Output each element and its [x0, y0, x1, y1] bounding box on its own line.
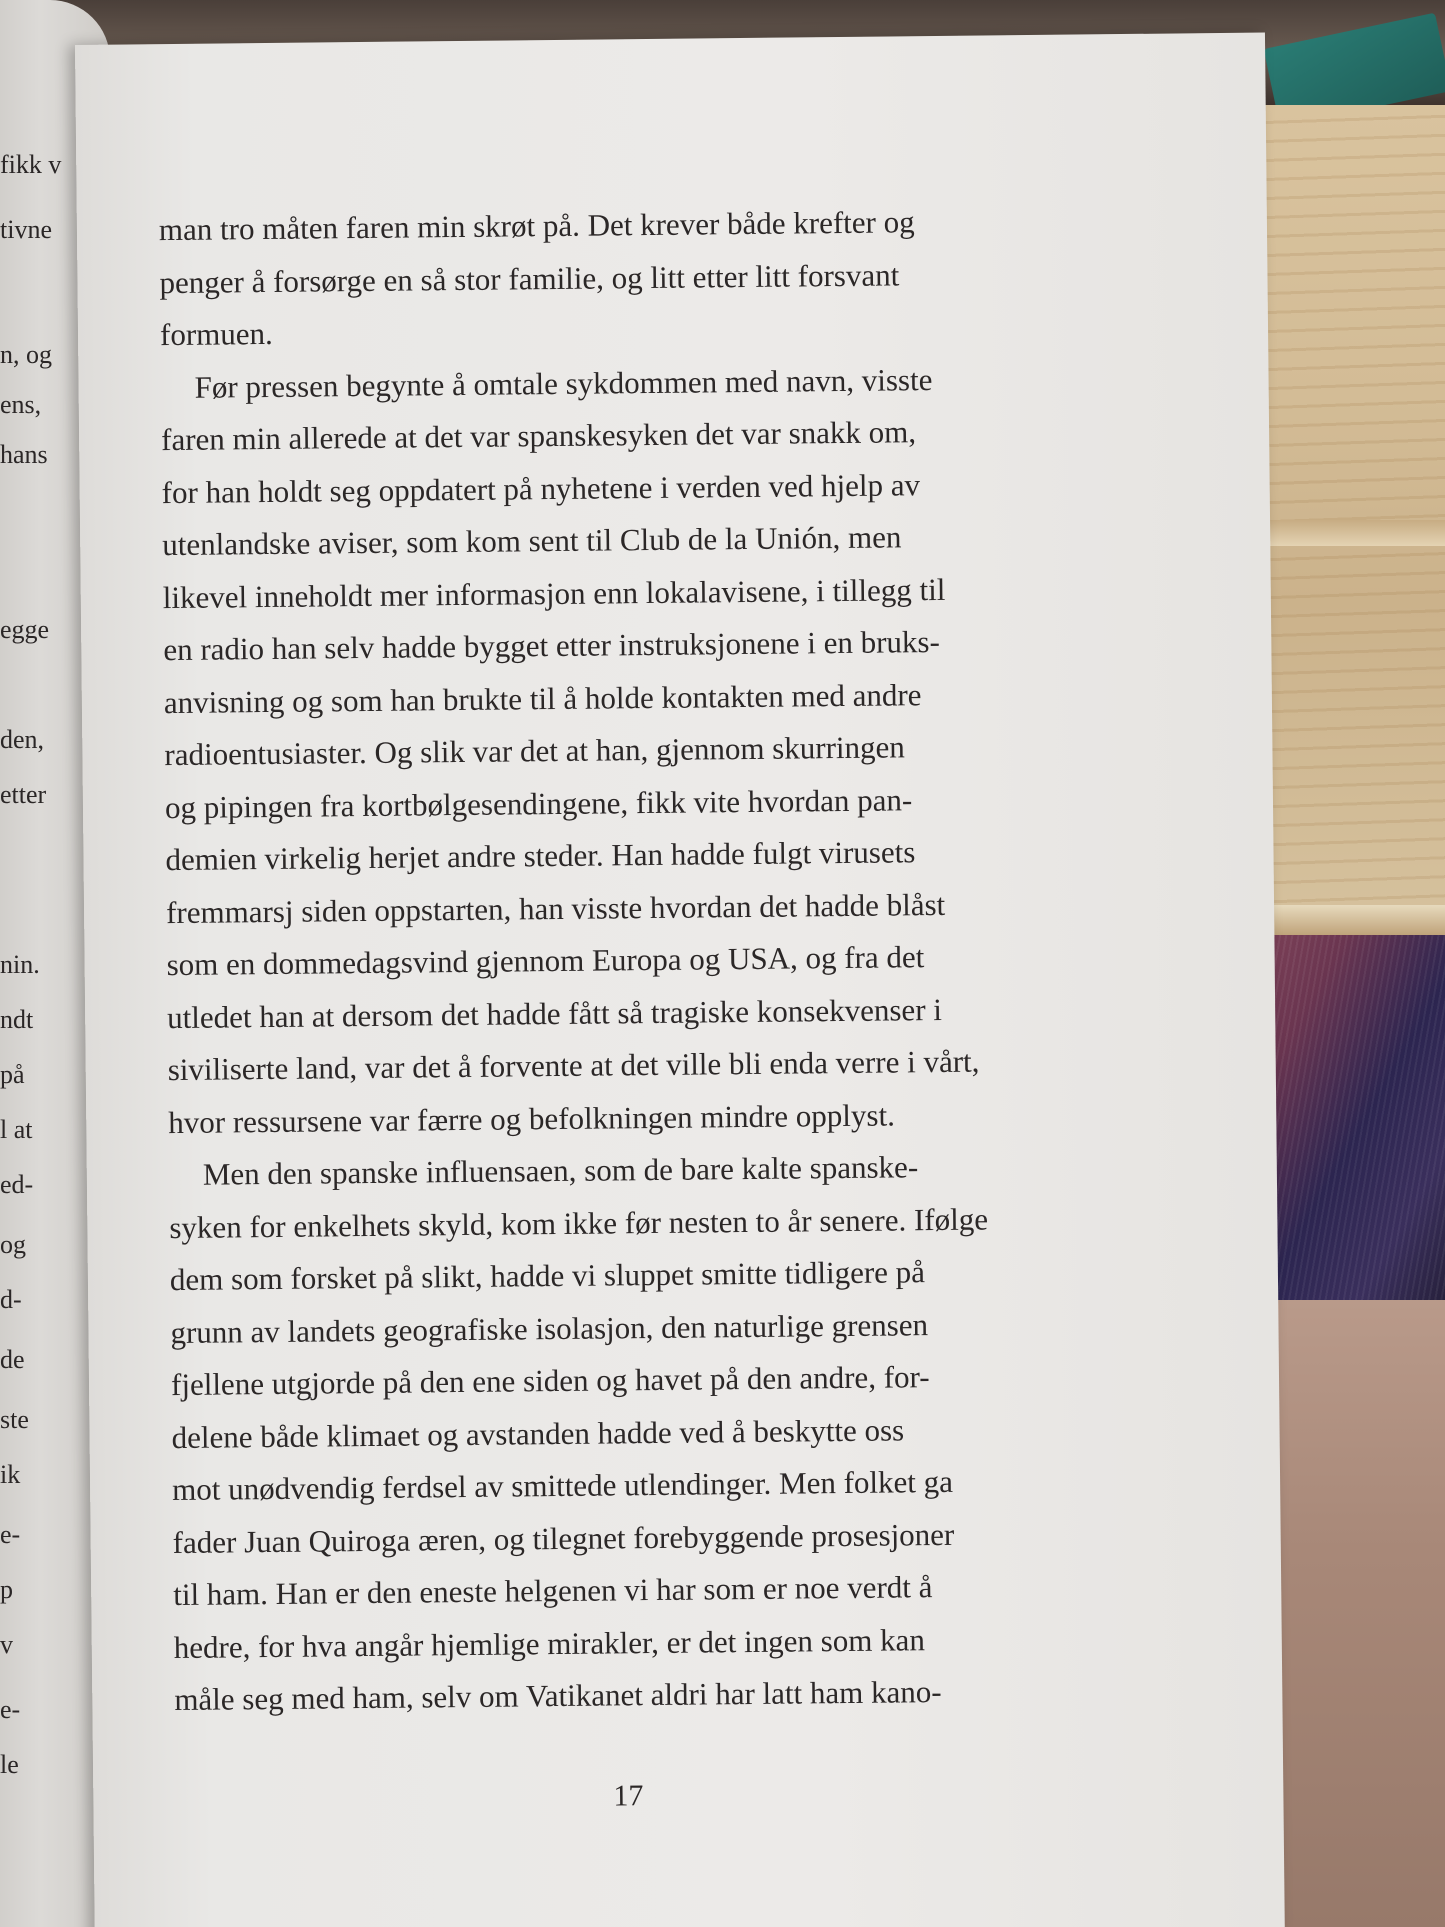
- text-line: man tro måten faren min skrøt på. Det krever både krefter og: [158, 204, 915, 248]
- text-line: Men den spanske influensaen, som de bare kalte spanske-: [202, 1149, 919, 1192]
- left-page-fragment: hans: [0, 440, 48, 469]
- text-line: måle seg med ham, selv om Vatikanet aldri har latt ham kano-: [174, 1674, 942, 1718]
- text-line: utledet han at dersom det hadde fått så tragiske konsekvenser i: [167, 991, 943, 1035]
- text-line: radioentusiaster. Og slik var det at han, gjennom skurringen: [164, 729, 905, 773]
- text-line: hedre, for hva angår hjemlige mirakler, er det ingen som kan: [173, 1621, 926, 1665]
- left-page-fragment: l at: [0, 1115, 33, 1144]
- text-line: utenlandske aviser, som kom sent til Club de la Unión, men: [162, 519, 902, 563]
- text-line: formuen.: [159, 315, 273, 353]
- left-page-fragment: ndt: [0, 1005, 34, 1034]
- text-line: delene både klimaet og avstanden hadde ved å beskytte oss: [171, 1411, 905, 1455]
- book-page: [75, 33, 1285, 1927]
- left-page-fragment: tivne: [0, 215, 52, 244]
- left-page-fragment: og: [0, 1230, 26, 1259]
- left-page-fragment: på: [0, 1060, 25, 1089]
- left-page-fragment: e-: [0, 1520, 21, 1549]
- text-line: faren min allerede at det var spanskesyken det var snakk om,: [160, 414, 917, 458]
- left-page-fragment: egge: [0, 615, 50, 644]
- text-line: penger å forsørge en så stor familie, og litt etter litt forsvant: [159, 256, 900, 300]
- left-page-fragment: d-: [0, 1285, 22, 1314]
- text-line: fader Juan Quiroga æren, og tilegnet forebyggende prosesjoner: [172, 1516, 955, 1560]
- page-number: 17: [613, 1779, 644, 1813]
- text-line: fjellene utgjorde på den ene siden og havet på den andre, for-: [170, 1359, 930, 1403]
- left-page-fragment: ed-: [0, 1170, 34, 1199]
- text-line: dem som forsket på slikt, hadde vi sluppet smitte tidligere på: [169, 1254, 926, 1298]
- page-text: [159, 194, 1175, 1727]
- left-page-fragment: n, og: [0, 340, 52, 369]
- left-page-fragment: fikk v: [0, 150, 62, 179]
- text-line: for han holdt seg oppdatert på nyhetene i verden ved hjelp av: [161, 466, 921, 510]
- text-line: demien virkelig herjet andre steder. Han hadde fulgt virusets: [165, 834, 916, 878]
- text-line: og pipingen fra kortbølgesendingene, fikk vite hvordan pan-: [164, 781, 913, 825]
- left-page-fragment: p: [0, 1575, 13, 1604]
- left-page-fragment: v: [0, 1630, 13, 1659]
- text-line: som en dommedagsvind gjennom Europa og USA, og fra det: [166, 939, 925, 983]
- left-page-fragment: ste: [0, 1405, 29, 1434]
- left-page-fragment: ens,: [0, 390, 42, 419]
- text-line: til ham. Han er den eneste helgenen vi har som er noe verdt å: [173, 1569, 933, 1613]
- text-line: mot unødvendig ferdsel av smittede utlendinger. Men folket ga: [171, 1463, 954, 1508]
- text-line: fremmarsj siden oppstarten, han visste hvordan det hadde blåst: [165, 886, 946, 930]
- text-line: grunn av landets geografiske isolasjon, den naturlige grensen: [170, 1306, 929, 1350]
- left-page-fragment: den,: [0, 725, 45, 754]
- left-page-fragment: nin.: [0, 950, 40, 979]
- left-page-fragment: de: [0, 1345, 25, 1374]
- text-line: syken for enkelhets skyld, kom ikke før nesten to år senere. Ifølge: [169, 1201, 989, 1245]
- text-line: siviliserte land, var det å forvente at det ville bli enda verre i vårt,: [167, 1043, 980, 1088]
- left-page-fragment: e-: [0, 1695, 21, 1724]
- left-page-fragment: le: [0, 1750, 19, 1779]
- text-line: Før pressen begynte å omtale sykdommen med navn, visste: [194, 361, 933, 405]
- text-line: likevel inneholdt mer informasjon enn lokalavisene, i tillegg til: [162, 571, 946, 615]
- text-line: en radio han selv hadde bygget etter instruksjonene i en bruks-: [163, 623, 940, 668]
- text-line: hvor ressursene var færre og befolkningen mindre opplyst.: [168, 1096, 896, 1140]
- text-line: anvisning og som han brukte til å holde kontakten med andre: [163, 676, 922, 720]
- left-page-fragment: etter: [0, 780, 47, 809]
- left-page-fragment: ik: [0, 1460, 21, 1489]
